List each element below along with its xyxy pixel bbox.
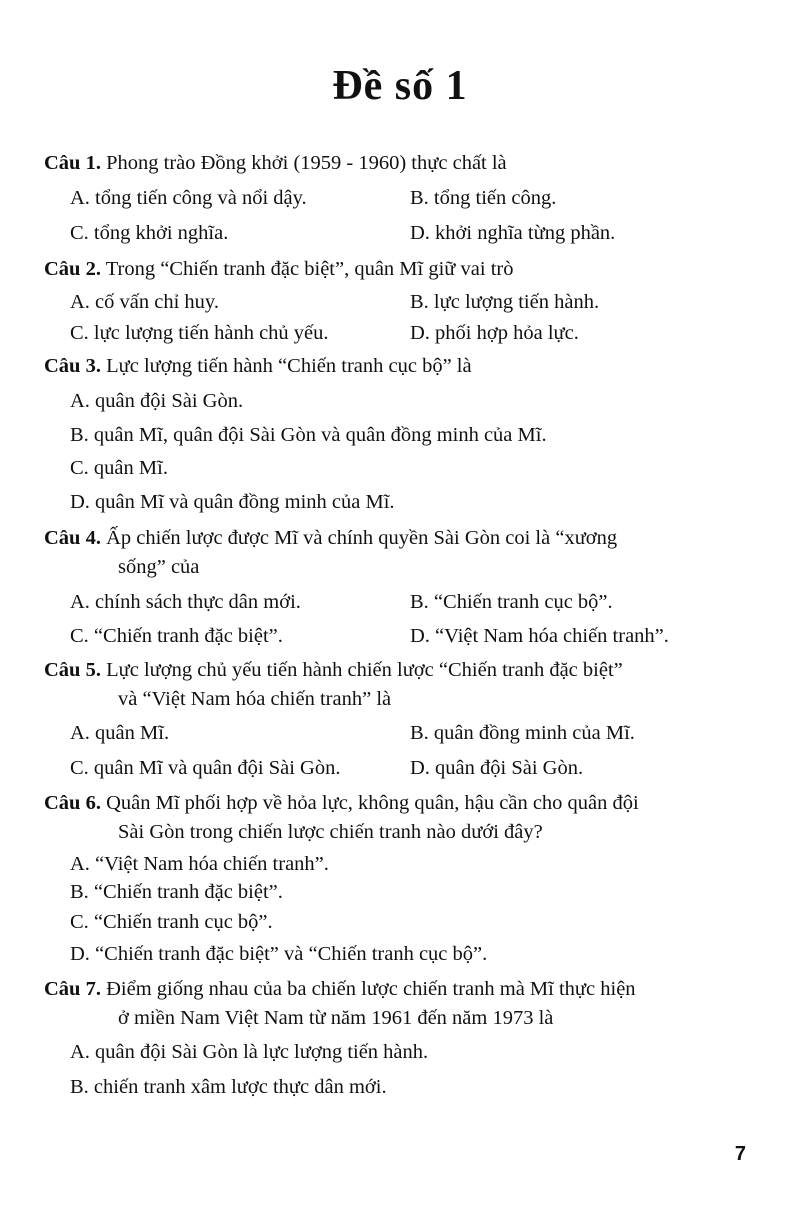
question-2-option-c: C. lực lượng tiến hành chủ yếu. — [70, 322, 329, 344]
page-title: Đề số 1 — [332, 63, 468, 109]
question-2-stem — [44, 255, 756, 284]
question-text-continued: và “Việt Nam hóa chiến tranh” là — [118, 688, 392, 710]
question-text: Ấp chiến lược được Mĩ và chính quyền Sài Gòn coi là “xương — [106, 527, 618, 549]
question-label: Câu 6. — [44, 792, 101, 814]
question-text-continued: Sài Gòn trong chiến lược chiến tranh nào dưới đây? — [118, 821, 543, 843]
question-6-option-c: C. “Chiến tranh cục bộ”. — [70, 911, 273, 933]
question-text: Lực lượng tiến hành “Chiến tranh cục bộ” là — [106, 355, 472, 377]
question-text-continued: sống” của — [118, 556, 200, 578]
question-label: Câu 1. — [44, 152, 101, 174]
question-4-option-d: D. “Việt Nam hóa chiến tranh”. — [410, 625, 669, 647]
question-label: Câu 5. — [44, 659, 101, 681]
question-1-option-c: C. tổng khởi nghĩa. — [70, 222, 229, 244]
question-text: Quân Mĩ phối hợp về hỏa lực, không quân, hậu cần cho quân đội — [106, 792, 639, 814]
question-6-option-a: A. “Việt Nam hóa chiến tranh”. — [70, 853, 329, 875]
question-7-stem — [44, 975, 756, 1033]
question-5-option-c: C. quân Mĩ và quân đội Sài Gòn. — [70, 757, 341, 779]
question-2-option-d: D. phối hợp hỏa lực. — [410, 322, 579, 344]
question-text-continued: ở miền Nam Việt Nam từ năm 1961 đến năm 1973 là — [118, 1007, 554, 1029]
question-7-option-b: B. chiến tranh xâm lược thực dân mới. — [70, 1076, 387, 1098]
question-3-option-d: D. quân Mĩ và quân đồng minh của Mĩ. — [70, 491, 395, 513]
question-1-option-d: D. khởi nghĩa từng phần. — [410, 222, 616, 244]
question-4-option-b: B. “Chiến tranh cục bộ”. — [410, 591, 613, 613]
question-4-stem — [44, 524, 756, 582]
question-label: Câu 7. — [44, 978, 101, 1000]
question-6-option-b: B. “Chiến tranh đặc biệt”. — [70, 881, 283, 903]
question-label: Câu 4. — [44, 527, 101, 549]
question-4-option-c: C. “Chiến tranh đặc biệt”. — [70, 625, 283, 647]
question-4-option-a: A. chính sách thực dân mới. — [70, 591, 301, 613]
question-3-option-b: B. quân Mĩ, quân đội Sài Gòn và quân đồng minh của Mĩ. — [70, 424, 547, 446]
question-1-stem — [44, 149, 756, 178]
question-3-option-c: C. quân Mĩ. — [70, 457, 168, 479]
question-5-option-d: D. quân đội Sài Gòn. — [410, 757, 584, 779]
question-1-option-a: A. tổng tiến công và nổi dậy. — [70, 187, 307, 209]
question-3-option-a: A. quân đội Sài Gòn. — [70, 390, 244, 412]
question-1-option-b: B. tổng tiến công. — [410, 187, 557, 209]
question-5-option-b: B. quân đồng minh của Mĩ. — [410, 722, 635, 744]
question-5-stem — [44, 656, 756, 714]
question-6-stem — [44, 789, 756, 847]
question-2-option-b: B. lực lượng tiến hành. — [410, 291, 600, 313]
question-text: Lực lượng chủ yếu tiến hành chiến lược “Chiến tranh đặc biệt” — [106, 659, 623, 681]
question-5-option-a: A. quân Mĩ. — [70, 722, 170, 744]
question-2-option-a: A. cố vấn chỉ huy. — [70, 291, 219, 313]
question-3-stem — [44, 352, 756, 381]
question-text: Phong trào Đồng khởi (1959 - 1960) thực chất là — [106, 152, 507, 174]
question-label: Câu 3. — [44, 355, 101, 377]
question-7-option-a: A. quân đội Sài Gòn là lực lượng tiến hành. — [70, 1041, 429, 1063]
question-label: Câu 2. — [44, 258, 101, 280]
page-number: 7 — [734, 1143, 746, 1165]
question-text: Trong “Chiến tranh đặc biệt”, quân Mĩ giữ vai trò — [105, 258, 514, 280]
question-text: Điểm giống nhau của ba chiến lược chiến tranh mà Mĩ thực hiện — [106, 978, 636, 1000]
question-6-option-d: D. “Chiến tranh đặc biệt” và “Chiến tranh cục bộ”. — [70, 943, 488, 965]
